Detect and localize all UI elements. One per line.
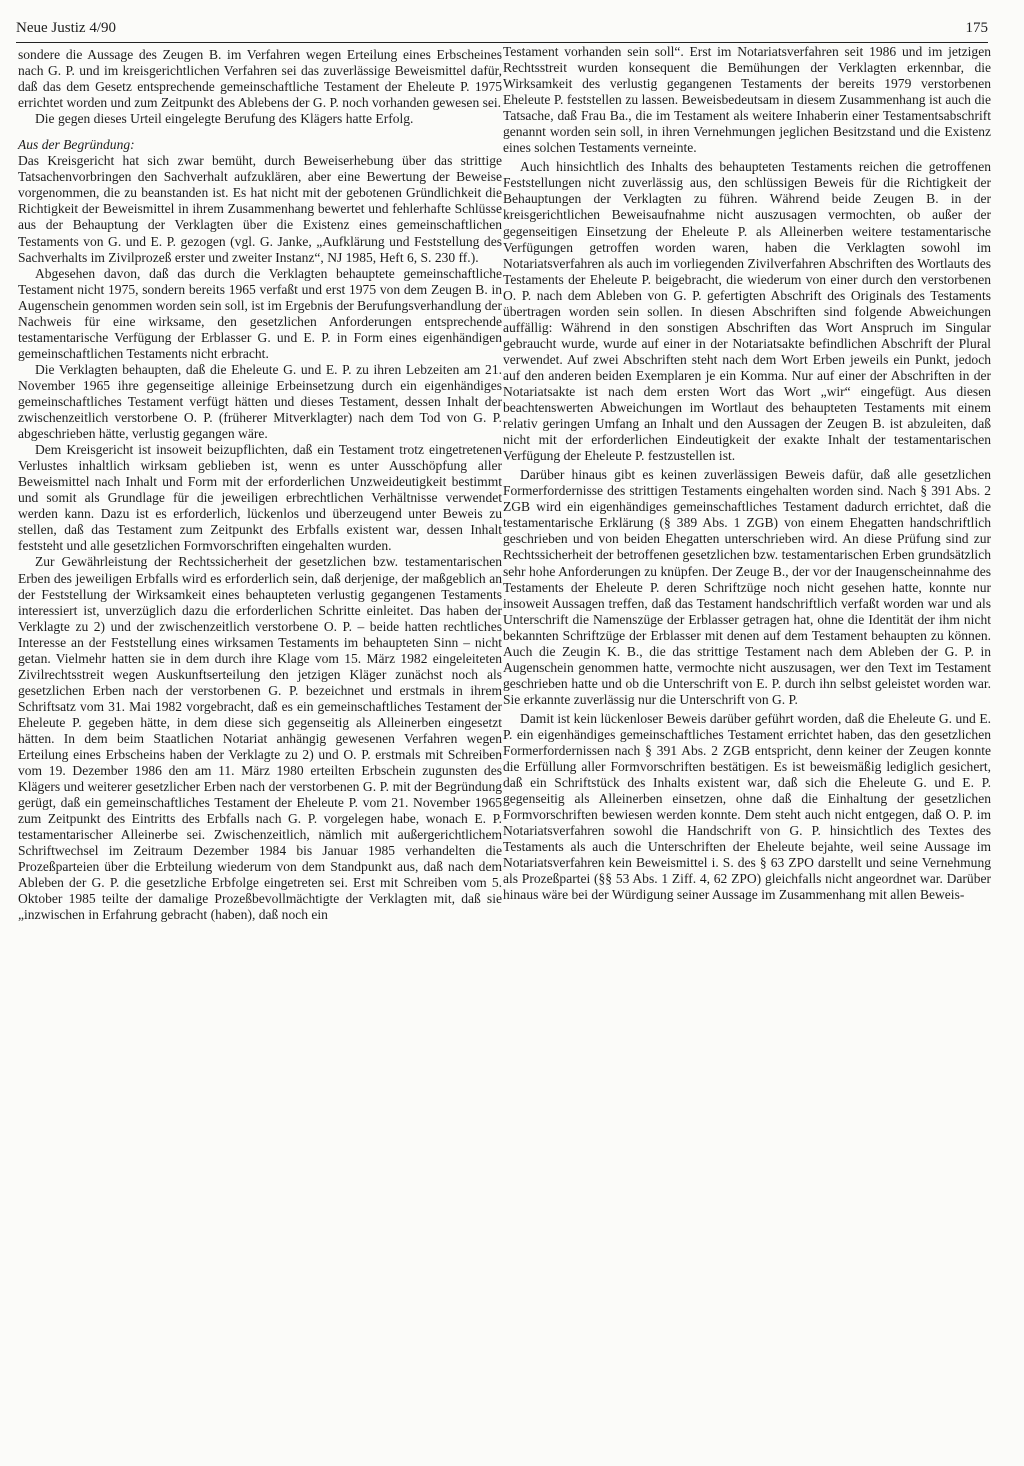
page-header — [16, 20, 988, 42]
paragraph: sondere die Aussage des Zeugen B. im Verfahren wegen Erteilung eines Erbscheines nach G. P. und im kreisgerichtlichen Verfahren sei das zuverlässige Beweismittel dafür, daß das dem Gesetz entsprechende gemeinschaftliche Testament der Eheleute P. 1975 errichtet worden und zum Zeitpunkt des Ablebens der G. P. noch vorhanden gewesen sei. — [18, 47, 502, 111]
paragraph: Das Kreisgericht hat sich zwar bemüht, durch Beweiserhebung über das strittige Tatsachenvorbringen den Sachverhalt aufzuklären, aber eine Bewertung der Beweise vorgenommen, die zu beanstanden ist. Es hat nicht mit der gebotenen Gründlichkeit die Richtigkeit der Beweismittel in ihrem Zusammenhang bewertet und fehlerhafte Schlüsse aus der Behauptung der Verklagten über die Existenz eines gemeinschaftlichen Testaments von G. und E. P. gezogen (vgl. G. Janke, „Aufklärung und Feststellung des Sachverhalts im Zivilprozeß erster und zweiter Instanz“, NJ 1985, Heft 6, S. 230 ff.). — [18, 153, 502, 265]
paragraph: Testament vorhanden sein soll“. Erst im Notariatsverfahren seit 1986 und im jetzigen Rechtsstreit wurden konsequent die Bemühungen der Verklagten erkennbar, die Wirksamkeit des verlustig gegangenen Testaments der bereits 1979 verstorbenen Eheleute P. feststellen zu lassen. Beweisbedeutsam in diesem Zusammenhang ist auch die Tatsache, daß Frau Ba., die im Testament als weitere Inhaberin einer Testamentsabschrift genannt worden sein soll, in ihren Vernehmungen jeglichen Besitzstand und die Existenz eines solchen Testaments verneinte. — [503, 44, 991, 156]
paragraph: Darüber hinaus gibt es keinen zuverlässigen Beweis dafür, daß alle gesetzlichen Formerfordernisse des strittigen Testaments eingehalten worden sind. Nach § 391 Abs. 2 ZGB wird ein eigenhändiges gemeinschaftliches Testament dadurch errichtet, daß die testamentarische Erklärung (§ 389 Abs. 1 ZGB) von einem Ehegatten handschriftlich geschrieben und von beiden Ehegatten unterschrieben wird. An diese Prüfung sind zur Rechtssicherheit der betroffenen gesetzlichen bzw. testamentarischen Erben grundsätzlich sehr hohe Anforderungen zu knüpfen. Der Zeuge B., der vor der Inaugenscheinnahme des Testaments der Eheleute P. deren Schriftzüge noch nicht gesehen hatte, konnte nur insoweit Aussagen treffen, daß das Testament handschriftlich verfaßt worden war und als Unterschrift die Namenszüge der Erblasser getragen hat, ohne die Identität der ihm nicht bekannten Schriftzüge der Erblasser mit denen auf dem Testament behaupten zu können. Auch die Zeugin K. B., die das strittige Testament nach dem Ableben der G. P. in Augenschein genommen hatte, vermochte nicht auszusagen, wer den Text im Testament geschrieben hatte und ob die Unterschrift von E. P. durch ihn selbst geleistet worden war. Sie erkannte zuverlässig nur die Unterschrift von G. P. — [503, 467, 991, 707]
paragraph: Abgesehen davon, daß das durch die Verklagten behauptete gemeinschaftliche Testament nicht 1975, sondern bereits 1965 verfaßt und erst 1975 von dem Zeugen B. in Augenschein genommen worden sein soll, ist im Ergebnis der Berufungsverhandlung der Nachweis für eine wirksame, den gesetzlichen Anforderungen entsprechende testamentarische Verfügung der Erblasser G. und E. P. in Form eines eigenhändigen gemeinschaftlichen Testaments nicht erbracht. — [18, 265, 502, 361]
right-column — [503, 44, 991, 903]
left-column — [18, 47, 502, 924]
paragraph: Die gegen dieses Urteil eingelegte Berufung des Klägers hatte Erfolg. — [35, 111, 414, 127]
paragraph: Auch hinsichtlich des Inhalts des behaupteten Testaments reichen die getroffenen Feststellungen nicht zuverlässig aus, den schlüssigen Beweis für die Richtigkeit der Behauptungen der Verklagten zu führen. Während beide Zeugen B. in der kreisgerichtlichen Beweisaufnahme nicht auszusagen vermochten, ob außer der gegenseitigen Einsetzung der Eheleute P. als Alleinerben weitere testamentarische Verfügungen getroffen worden waren, haben die Verklagten sowohl im Notariatsverfahren als auch im vorliegenden Zivilverfahren Abschriften des Wortlauts des Testaments der Eheleute P. beigebracht, die wiederum von einer durch den verstorbenen O. P. nach dem Ableben von G. P. gefertigten Abschrift des Originals des Testaments übertragen worden sein sollen. In diesen Abschriften sind folgende Abweichungen auffällig: Während in den sonstigen Abschriften das Wort Anspruch im Singular gebraucht wurde, wurde auf einer in der Notariatsakte befindlichen Abschrift der Plural verwendet. Auf zwei Abschriften steht nach dem Wort Erben jeweils ein Punkt, jedoch auf den anderen beiden Exemplaren je ein Komma. Nur auf einer der Abschriften in der Notariatsakte ist nach dem ersten Wort das Wort „wir“ eingefügt. Aus diesen beachtenswerten Abweichungen im Wortlaut des behaupteten Testaments mit einem relativ geringen Umfang an Inhalt und den Aussagen der Zeugen B. ist abzuleiten, daß nicht mit der erforderlichen Eindeutigkeit der exakte Inhalt der testamentarischen Verfügung der Eheleute P. festzustellen ist. — [503, 159, 991, 464]
paragraph: Zur Gewährleistung der Rechtssicherheit der gesetzlichen bzw. testamentarischen Erben des jeweiligen Erbfalls wird es erforderlich sein, daß derjenige, der maßgeblich an der Feststellung der Wirksamkeit eines behaupteten verlustig gegangenen Testaments interessiert ist, unverzüglich dazu die erforderlichen Schritte einleitet. Das haben der Verklagte zu 2) und der zwischenzeitlich verstorbene O. P. – beide hatten rechtliches Interesse an der Feststellung eines wirksamen Testaments im behaupteten Sinn – nicht getan. Vielmehr hatten sie in dem durch ihre Klage vom 15. März 1982 eingeleiteten Zivilrechtsstreit wegen Auskunftserteilung den jetzigen Kläger zunächst noch als gesetzlichen Erben nach der verstorbenen G. P. bezeichnet und erstmals in ihrem Schriftsatz vom 31. Mai 1982 vorgebracht, daß es ein gemeinschaftliches Testament der Eheleute P. gegeben hätte, in dem diese sich gegenseitig als Alleinerben eingesetzt hätten. In dem beim Staatlichen Notariat anhängig gewesenen Verfahren wegen Erteilung eines Erbscheins haben der Verklagte zu 2) und O. P. erstmals mit Schreiben vom 19. Dezember 1986 den am 11. März 1980 erteilten Erbschein zugunsten des Klägers und weiterer gesetzlicher Erben nach der verstorbenen G. P. mit der Begründung gerügt, daß ein gemeinschaftliches Testament der Eheleute P. vom 21. November 1965 zum Zeitpunkt des Eintritts des Erbfalls nach G. P. vorgelegen habe, wonach E. P. testamentarischer Alleinerbe sei. Zwischenzeitlich, nämlich mit außergerichtlichem Schriftwechsel im Zeitraum Dezember 1984 bis Januar 1985 verhandelten die Prozeßparteien über die Erbteilung wiederum von dem Standpunkt aus, daß nach dem Ableben der G. P. die gesetzliche Erbfolge eingetreten sei. Erst mit Schreiben vom 5. Oktober 1985 teilte der damalige Prozeßbevollmächtigte der Verklagten mit, daß sie „inzwischen in Erfahrung gebracht (haben), daß noch ein — [18, 554, 502, 923]
section-heading: Aus der Begründung: — [18, 137, 135, 153]
page-number: 175 — [965, 20, 988, 36]
journal-title: Neue Justiz 4/90 — [16, 20, 116, 36]
paragraph: Damit ist kein lückenloser Beweis darüber geführt worden, daß die Eheleute G. und E. P. ein eigenhändiges gemeinschaftliches Testament errichtet haben, das den gesetzlichen Formerfordernissen nach § 391 Abs. 2 ZGB entspricht, denn keiner der Zeugen konnte die Erfüllung aller Formvorschriften bestätigen. Es ist beweismäßig lediglich gesichert, daß ein Schriftstück des Inhalts existent war, daß sich die Eheleute G. und E. P. gegenseitig als Alleinerben einsetzen, ohne daß die Einhaltung der gesetzlichen Formvorschriften bewiesen werden konnte. Dem steht auch nicht entgegen, daß O. P. im Notariatsverfahren sowohl die Handschrift von G. P. hinsichtlich des Textes des Testaments als auch die Unterschriften der Eheleute bejahte, weil seine Aussage im Notariatsverfahren kein Beweismittel i. S. des § 63 ZPO darstellt und seine Vernehmung als Prozeßpartei (§§ 53 Abs. 1 Ziff. 4, 62 ZPO) gleichfalls nicht angeordnet war. Darüber hinaus wäre bei der Würdigung seiner Aussage im Zusammenhang mit allen Beweis- — [503, 710, 991, 903]
header-rule — [16, 42, 988, 43]
paragraph: Die Verklagten behaupten, daß die Eheleute G. und E. P. zu ihren Lebzeiten am 21. November 1965 ihre gegenseitige alleinige Erbeinsetzung durch ein eigenhändiges gemeinschaftliches Testament verfügt hätten und dieses Testament, dessen Inhalt der zwischenzeitlich verstorbene O. P. (früherer Mitverklagter) nach dem Tod von G. P. abgeschrieben hätte, verlustig gegangen wäre. — [18, 361, 502, 442]
paragraph: Dem Kreisgericht ist insoweit beizupflichten, daß ein Testament trotz eingetretenen Verlustes inhaltlich wirksam geblieben ist, wenn es unter Ausschöpfung aller Beweismittel nach Inhalt und Form mit der erforderlichen Unzweideutigkeit bestimmt und somit als Grundlage für die jeweiligen erbrechtlichen Verhältnisse verwendet werden kann. Dazu ist es erforderlich, lückenlos und überzeugend unter Beweis zu stellen, daß das Testament zum Zeitpunkt des Erbfalls existent war, dessen Inhalt feststeht und alle gesetzlichen Formvorschriften eingehalten wurden. — [18, 442, 502, 554]
